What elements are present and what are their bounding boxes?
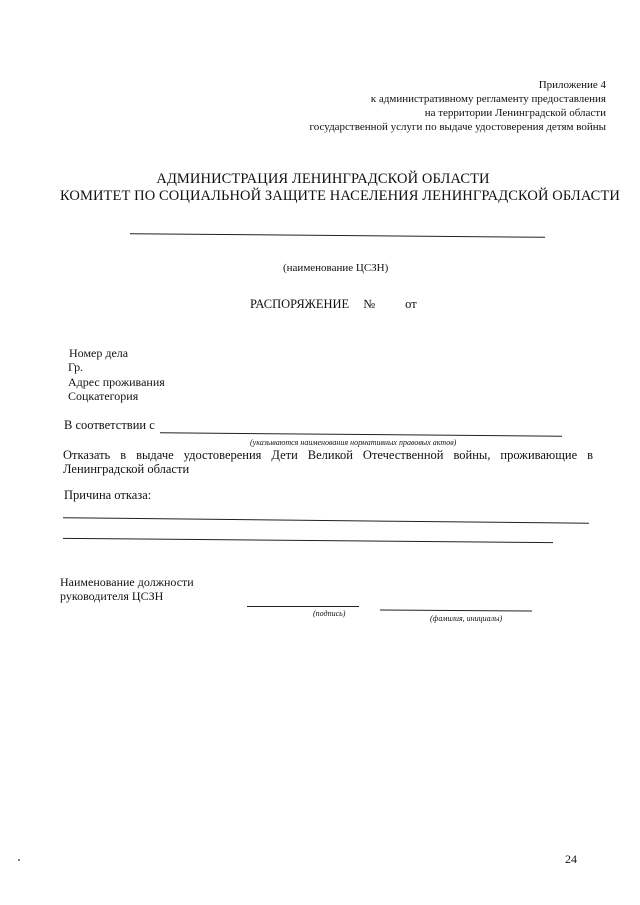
appendix-line-1: Приложение 4 bbox=[538, 79, 606, 91]
basis-label: В соответствии с bbox=[64, 418, 155, 432]
field-social-category: Соцкатегория bbox=[68, 389, 139, 403]
basis-caption: (указываются наименования нормативных правовых актов) bbox=[250, 438, 457, 447]
appendix-line-3: на территории Ленинградской области bbox=[424, 107, 606, 119]
appendix-line-4: государственной услуги по выдаче удостоверения детям войны bbox=[309, 121, 606, 133]
reason-line-2 bbox=[63, 538, 553, 543]
scan-speck bbox=[18, 859, 20, 861]
appendix-line-2: к административному регламенту предоставления bbox=[370, 93, 606, 105]
org-name-line-1: АДМИНИСТРАЦИЯ ЛЕНИНГРАДСКОЙ ОБЛАСТИ bbox=[156, 171, 490, 187]
signature-line bbox=[247, 606, 359, 607]
refusal-line-2: Ленинградской области bbox=[63, 462, 190, 476]
czsn-caption: (наименование ЦСЗН) bbox=[283, 262, 389, 274]
page-number: 24 bbox=[565, 852, 577, 866]
signature-caption: (подпись) bbox=[313, 609, 346, 618]
field-address: Адрес проживания bbox=[68, 375, 165, 389]
name-line bbox=[380, 609, 532, 611]
refusal-line-1: Отказать в выдаче удостоверения Дети Великой Отечественной войны, проживающие в bbox=[63, 448, 593, 462]
order-number-sign: № bbox=[363, 297, 376, 311]
field-case-number: Номер дела bbox=[69, 346, 129, 360]
order-title-text: РАСПОРЯЖЕНИЕ bbox=[250, 297, 350, 311]
order-date-word: от bbox=[405, 297, 417, 311]
basis-line bbox=[160, 432, 562, 437]
signatory-position-line-2: руководителя ЦСЗН bbox=[60, 589, 164, 603]
appendix-note bbox=[310, 78, 606, 134]
signatory-position-line-1: Наименование должности bbox=[60, 575, 194, 589]
reason-line-1 bbox=[63, 517, 589, 524]
name-caption: (фамилия, инициалы) bbox=[430, 614, 503, 623]
reason-label: Причина отказа: bbox=[64, 488, 152, 502]
org-name-line-2: КОМИТЕТ ПО СОЦИАЛЬНОЙ ЗАЩИТЕ НАСЕЛЕНИЯ ЛЕНИНГРАДСКОЙ ОБЛАСТИ bbox=[60, 188, 620, 204]
field-citizen: Гр. bbox=[68, 360, 84, 374]
order-title bbox=[250, 297, 417, 312]
czsn-name-line bbox=[130, 233, 545, 238]
